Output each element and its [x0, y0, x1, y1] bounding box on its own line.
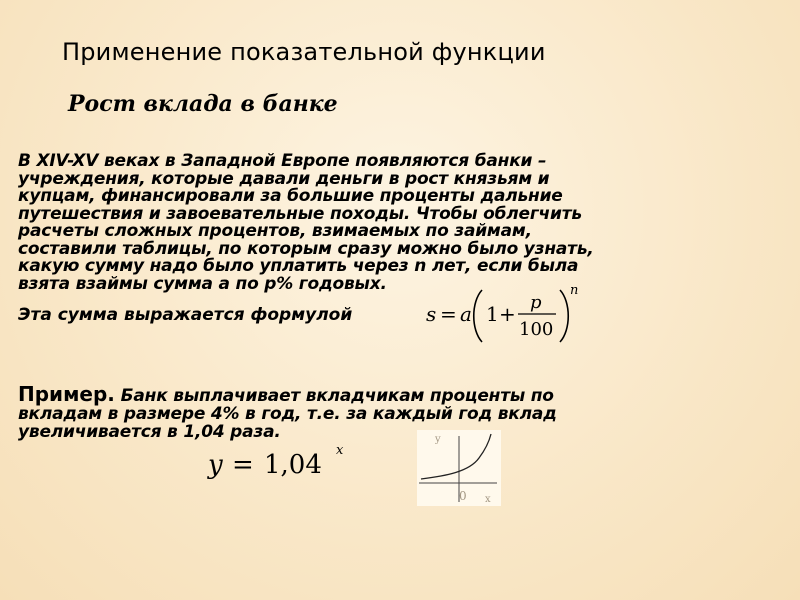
example-line: вкладам в размере 4% в год, т.е. за каждый год вклад	[18, 404, 557, 424]
right-paren	[560, 290, 568, 342]
paragraph-line: какую сумму надо было уплатить через n лет, если была	[18, 256, 579, 276]
formula-s-p: p	[530, 292, 542, 313]
paragraph-line: взята взаймы сумма a по p% годовых.	[18, 273, 387, 294]
formula-y-exponent: x	[336, 443, 344, 458]
slide-subtitle: Рост вклада в банке	[68, 91, 338, 117]
example-lead: Пример.	[18, 382, 115, 406]
example-line-text: Банк выплачивает вкладчикам проценты по	[114, 386, 554, 406]
slide-title: Применение показательной функции	[62, 38, 546, 66]
formula-s-lhs: s	[426, 302, 437, 326]
left-paren	[474, 290, 482, 342]
formula-s-exponent: n	[570, 283, 579, 298]
paragraph-line: путешествия и завоевательные походы. Чтобы облегчить	[18, 203, 582, 224]
paragraph-line: расчеты сложных процентов, взимаемых по займам,	[18, 221, 532, 241]
formula-s-a: a	[460, 302, 472, 326]
formula-y-lhs: y	[208, 450, 223, 480]
exponential-curve	[421, 434, 491, 479]
history-paragraph	[18, 153, 718, 293]
example-line: увеличивается в 1,04 раза.	[18, 422, 281, 442]
example-paragraph	[18, 382, 738, 442]
paragraph-line: составили таблицы, по которым сразу можно было узнать,	[18, 238, 594, 259]
origin-label: 0	[459, 489, 467, 503]
compound-interest-formula	[424, 282, 584, 344]
exponential-formula	[206, 440, 356, 484]
paragraph-line: учреждения, которые давали деньги в рост князьям и	[18, 168, 550, 189]
formula-y-equals: =	[232, 450, 254, 480]
formula-s-plus: +	[499, 302, 516, 326]
formula-intro-text: Эта сумма выражается формулой	[18, 305, 353, 325]
formula-s-denominator: 100	[519, 319, 554, 340]
example-line	[18, 382, 738, 406]
formula-y-base: 1,04	[264, 450, 322, 480]
y-axis-label: y	[435, 434, 441, 445]
paragraph-line: купцам, финансировали за большие проценты дальние	[18, 186, 563, 206]
x-axis-label: x	[485, 494, 491, 505]
formula-s-one: 1	[486, 302, 499, 326]
formula-s-equals: =	[440, 302, 457, 326]
exponential-graph	[417, 430, 501, 506]
paragraph-line: В XIV-XV веках в Западной Европе появляются банки –	[18, 151, 547, 171]
